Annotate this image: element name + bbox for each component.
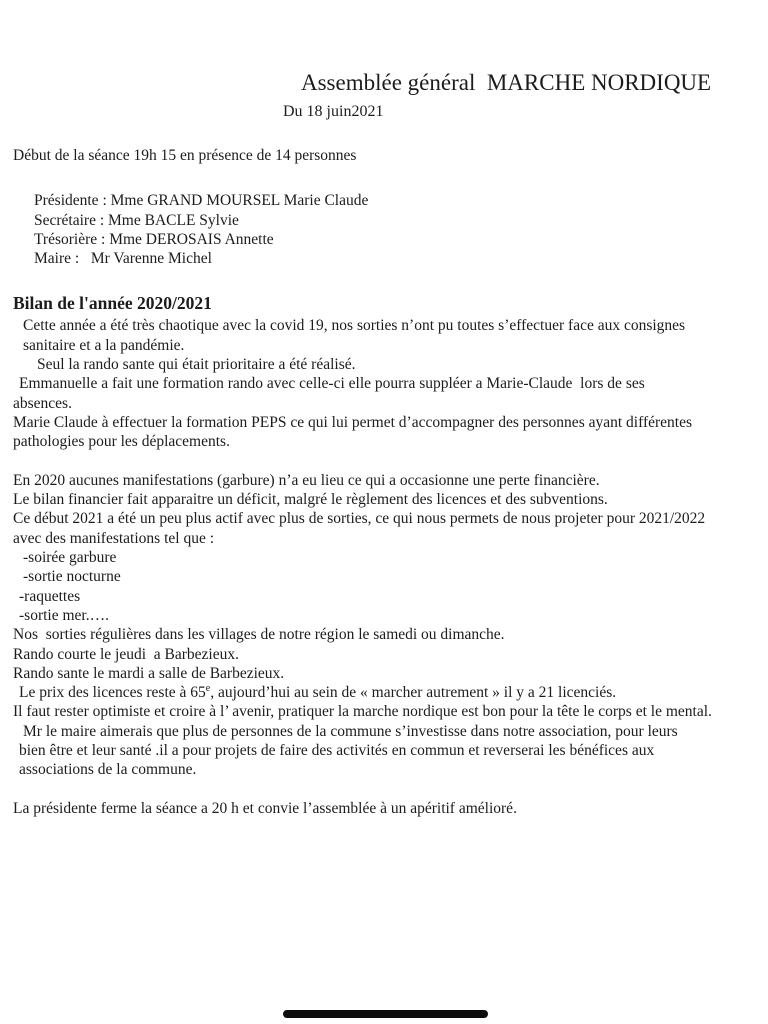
text-line: Le prix des licences reste à 65e, aujourd’hui au sein de « marcher autrement » il y a 21 licenciés. — [19, 682, 617, 702]
officer-line: Présidente : Mme GRAND MOURSEL Marie Claude — [34, 192, 369, 210]
text-line: avec des manifestations tel que : — [13, 529, 215, 547]
home-indicator[interactable] — [283, 1010, 488, 1018]
officer-line: Secrétaire : Mme BACLE Sylvie — [34, 211, 239, 229]
text-line: Seul la rando sante qui était prioritaire a été réalisé. — [37, 356, 356, 374]
text-line: -sortie mer.…. — [19, 606, 109, 624]
text-line: Il faut rester optimiste et croire à l’ avenir, pratiquer la marche nordique est bon pour la tête le corps et le mental. — [13, 703, 712, 721]
text-line: -sortie nocturne — [23, 568, 121, 586]
text-line: -raquettes — [19, 587, 81, 605]
text-line: La présidente ferme la séance a 20 h et convie l’assemblée à un apéritif amélioré. — [13, 799, 517, 817]
officer-line: Trésorière : Mme DEROSAIS Annette — [34, 230, 274, 248]
text-line: bien être et leur santé .il a pour projets de faire des activités en commun et reverserai les bénéfices aux — [19, 742, 655, 760]
section-body — [13, 316, 762, 818]
text-line: pathologies pour les déplacements. — [13, 433, 230, 451]
text-line: associations de la commune. — [19, 761, 197, 779]
text-line: sanitaire et a la pandémie. — [23, 336, 185, 354]
text-line: Rando sante le mardi a salle de Barbezieux. — [13, 664, 285, 682]
text-line: Rando courte le jeudi a Barbezieux. — [13, 645, 239, 663]
officers-list — [34, 191, 762, 268]
text-line: Mr le maire aimerais que plus de personnes de la commune s’investisse dans notre association, pour leurs — [23, 722, 678, 740]
text-line: Ce début 2021 a été un peu plus actif avec plus de sorties, ce qui nous permets de nous projeter pour 2021/2022 — [13, 510, 706, 528]
blank-line — [13, 452, 762, 471]
blank-line — [13, 780, 762, 799]
text-line: En 2020 aucunes manifestations (garbure) n’a eu lieu ce qui a occasionne une perte financière. — [13, 471, 600, 489]
text-line: Nos sorties régulières dans les villages de notre région le samedi ou dimanche. — [13, 626, 505, 644]
text-line: Le bilan financier fait apparaitre un déficit, malgré le règlement des licences et des subventions. — [13, 491, 608, 509]
document-date: Du 18 juin2021 — [283, 103, 384, 120]
opening-line: Début de la séance 19h 15 en présence de 14 personnes — [13, 147, 357, 164]
text-line: Cette année a été très chaotique avec la covid 19, nos sorties n’ont pu toutes s’effectuer face aux consignes — [23, 317, 686, 335]
section-heading: Bilan de l'année 2020/2021 — [13, 293, 212, 314]
text-line: Marie Claude à effectuer la formation PEPS ce qui lui permet d’accompagner des personnes ayant différentes — [13, 413, 693, 431]
text-line: -soirée garbure — [23, 549, 117, 567]
text-line: Emmanuelle a fait une formation rando avec celle-ci elle pourra suppléer a Marie-Claude lors de ses — [19, 375, 645, 393]
text-line: absences. — [13, 394, 72, 412]
officer-line: Maire : Mr Varenne Michel — [34, 250, 212, 268]
page-title: Assemblée général MARCHE NORDIQUE — [301, 70, 712, 95]
